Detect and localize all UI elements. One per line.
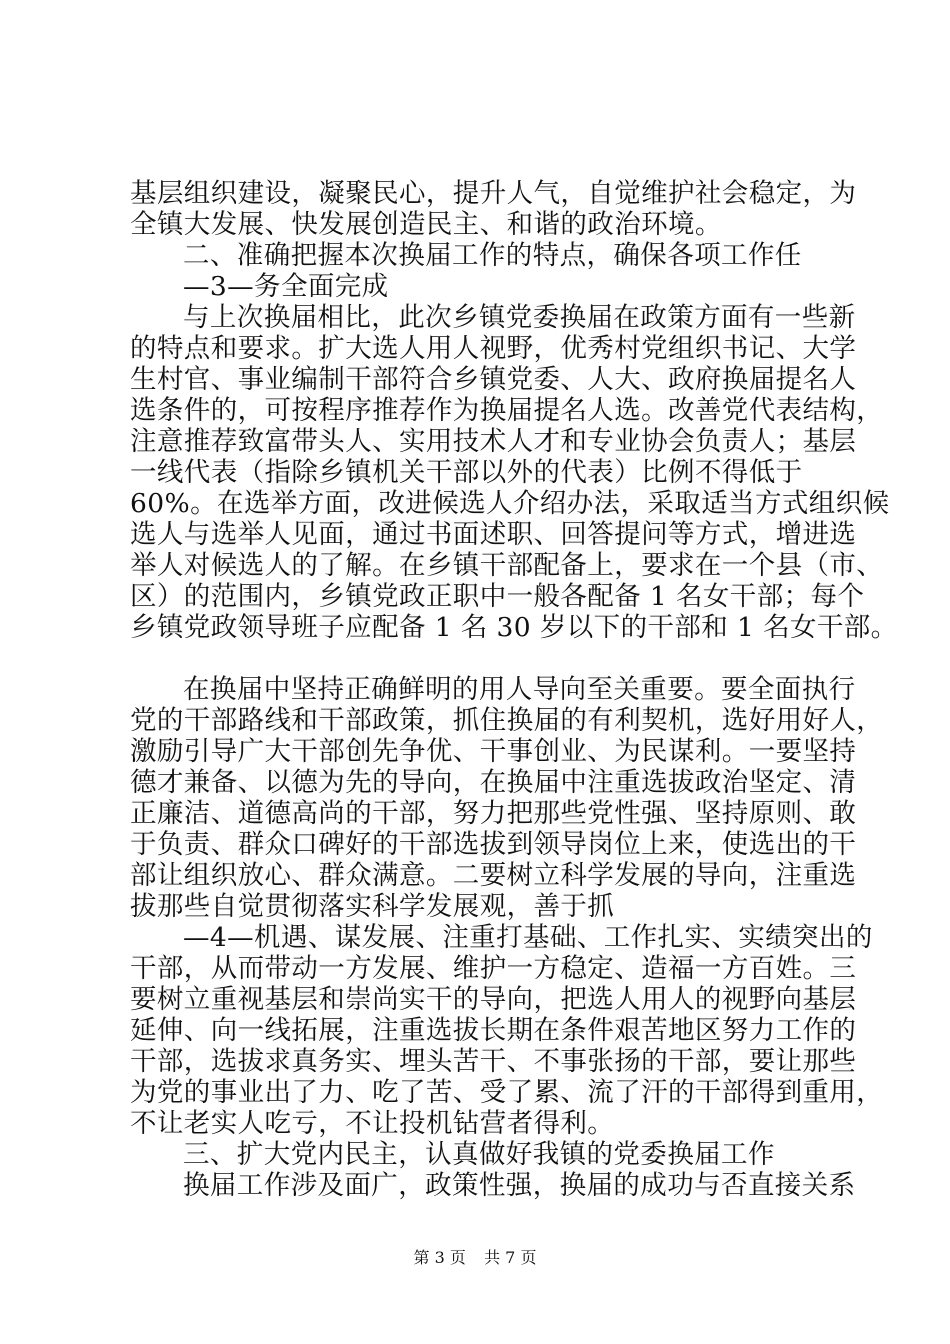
section-heading: 三、扩大党内民主，认真做好我镇的党委换届工作 (183, 1139, 775, 1170)
text-line: 乡镇党政领导班子应配备 1 名 30 岁以下的干部和 1 名女干部。 (130, 612, 898, 643)
text-line: 一线代表（指除乡镇机关干部以外的代表）比例不得低于 (130, 457, 803, 488)
text-line: 基层组织建设，凝聚民心，提升人气，自觉维护社会稳定，为 (130, 178, 857, 209)
text-line: 生村官、事业编制干部符合乡镇党委、人大、政府换届提名人 (130, 364, 857, 395)
text-line: 于负责、群众口碑好的干部选拔到领导岗位上来，使选出的干 (130, 829, 857, 860)
text-line: 拔那些自觉贯彻落实科学发展观，善于抓 (130, 891, 615, 922)
text-line: 注意推荐致富带头人、实用技术人才和专业协会负责人；基层 (130, 426, 857, 457)
page-number: 第 3 页 (413, 1248, 466, 1267)
text-line: 党的干部路线和干部政策，抓住换届的有利契机，选好用好人， (130, 705, 884, 736)
text-line: 的特点和要求。扩大选人用人视野，优秀村党组织书记、大学 (130, 333, 857, 364)
text-line: 干部，选拔求真务实、埋头苦干、不事张扬的干部，要让那些 (130, 1046, 857, 1077)
page-total: 共 7 页 (484, 1248, 537, 1267)
text-line: 区）的范围内，乡镇党政正职中一般各配备 1 名女干部；每个 (130, 581, 865, 612)
paragraph-start: 在换届中坚持正确鲜明的用人导向至关重要。要全面执行 (183, 674, 856, 705)
section-heading: 二、准确把握本次换届工作的特点，确保各项工作任 (183, 240, 802, 271)
text-line: 德才兼备、以德为先的导向，在换届中注重选拔政治坚定、清 (130, 767, 857, 798)
text-line: 举人对候选人的了解。在乡镇干部配备上，要求在一个县（市、 (130, 550, 884, 581)
text-line: —3—务全面完成 (183, 271, 389, 302)
text-line: —4—机遇、谋发展、注重打基础、工作扎实、实绩突出的 (183, 922, 873, 953)
text-line: 正廉洁、道德高尚的干部，努力把那些党性强、坚持原则、敢 (130, 798, 857, 829)
text-line: 部让组织放心、群众满意。二要树立科学发展的导向，注重选 (130, 860, 857, 891)
text-line: 选条件的，可按程序推荐作为换届提名人选。改善党代表结构， (130, 395, 884, 426)
text-line: 干部，从而带动一方发展、维护一方稳定、造福一方百姓。三 (130, 953, 857, 984)
text-line: 选人与选举人见面，通过书面述职、回答提问等方式，增进选 (130, 519, 857, 550)
text-line: 60%。在选举方面，改进候选人介绍办法，采取适当方式组织候 (130, 488, 890, 519)
paragraph-start: 换届工作涉及面广，政策性强，换届的成功与否直接关系 (183, 1170, 856, 1201)
text-line: 全镇大发展、快发展创造民主、和谐的政治环境。 (130, 209, 722, 240)
page-footer (0, 1247, 950, 1269)
text-line: 不让老实人吃亏，不让投机钻营者得利。 (130, 1108, 615, 1139)
text-line: 延伸、向一线拓展，注重选拔长期在条件艰苦地区努力工作的 (130, 1015, 857, 1046)
text-line: 激励引导广大干部创先争优、干事创业、为民谋利。一要坚持 (130, 736, 857, 767)
text-line: 为党的事业出了力、吃了苦、受了累、流了汗的干部得到重用， (130, 1077, 884, 1108)
text-line: 要树立重视基层和崇尚实干的导向，把选人用人的视野向基层 (130, 984, 857, 1015)
paragraph-start: 与上次换届相比，此次乡镇党委换届在政策方面有一些新 (183, 302, 856, 333)
